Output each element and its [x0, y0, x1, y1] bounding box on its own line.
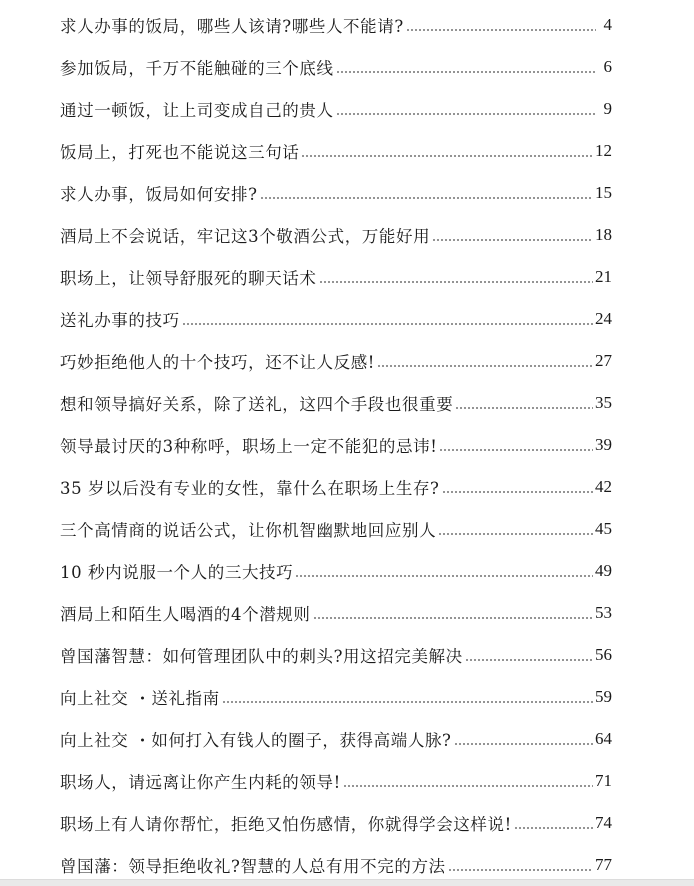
toc-entry[interactable] [60, 802, 612, 844]
toc-entry[interactable] [60, 760, 612, 802]
toc-entry[interactable] [60, 634, 612, 676]
toc-entry[interactable] [60, 46, 612, 88]
toc-page-number: 21 [595, 267, 612, 286]
toc-dot-leader [295, 562, 593, 582]
toc-page-number: 9 [603, 99, 612, 118]
toc-entry[interactable] [60, 4, 612, 46]
toc-entry[interactable] [60, 382, 612, 424]
toc-entry-title: 职场上有人请你帮忙，拒绝又怕伤感情，你就得学会这样说! [60, 815, 512, 834]
toc-entry[interactable] [60, 676, 612, 718]
toc-page-number: 39 [595, 435, 612, 454]
toc-page-number: 71 [595, 771, 612, 790]
toc-page-number: 74 [595, 813, 612, 832]
toc-entry-title: 领导最讨厌的3种称呼，职场上一定不能犯的忌讳! [60, 437, 438, 456]
toc-page-number: 4 [603, 15, 612, 34]
toc-dot-leader [439, 436, 593, 456]
toc-dot-leader [455, 394, 593, 414]
toc-entry[interactable] [60, 172, 612, 214]
toc-dot-leader [514, 814, 593, 834]
toc-page-number: 18 [595, 225, 612, 244]
toc-entry[interactable] [60, 508, 612, 550]
toc-page-number: 24 [595, 309, 612, 328]
toc-dot-leader [442, 478, 594, 498]
toc-dot-leader [336, 58, 596, 78]
toc-entry[interactable] [60, 88, 612, 130]
toc-entry-title: 通过一顿饭，让上司变成自己的贵人 [60, 101, 334, 120]
toc-entry-title: 向上社交 ・如何打入有钱人的圈子，获得高端人脉? [60, 731, 452, 750]
toc-entry-title: 求人办事的饭局，哪些人该请?哪些人不能请? [60, 17, 404, 36]
toc-page-number: 49 [595, 561, 612, 580]
toc-page-number: 42 [595, 477, 612, 496]
toc-entry[interactable] [60, 130, 612, 172]
toc-page-number: 15 [595, 183, 612, 202]
toc-dot-leader [313, 604, 594, 624]
toc-entry[interactable] [60, 466, 612, 508]
toc-dot-leader [438, 520, 593, 540]
toc-entry-title: 求人办事，饭局如何安排? [60, 185, 258, 204]
toc-page-number: 59 [595, 687, 612, 706]
toc-entry-title: 想和领导搞好关系，除了送礼，这四个手段也很重要 [60, 395, 454, 414]
toc-dot-leader [336, 100, 596, 120]
toc-page-number: 27 [595, 351, 612, 370]
toc-entry-title: 饭局上，打死也不能说这三句话 [60, 143, 300, 162]
toc-entry-title: 巧妙拒绝他人的十个技巧，还不让人反感! [60, 353, 376, 372]
toc-page-number: 35 [595, 393, 612, 412]
toc-page-number: 56 [595, 645, 612, 664]
toc-entry-title: 曾国藩智慧：如何管理团队中的刺头?用这招完美解决 [60, 647, 463, 666]
toc-entry[interactable] [60, 592, 612, 634]
toc-entry[interactable] [60, 256, 612, 298]
toc-entry-title: 参加饭局，千万不能触碰的三个底线 [60, 59, 334, 78]
toc-page-number: 64 [595, 729, 612, 748]
toc-dot-leader [406, 16, 596, 36]
toc-dot-leader [319, 268, 594, 288]
toc-dot-leader [454, 730, 594, 750]
toc-entry-title: 酒局上和陌生人喝酒的4个潜规则 [60, 605, 311, 624]
toc-entry-title: 三个高情商的说话公式，让你机智幽默地回应别人 [60, 521, 437, 540]
toc-entry[interactable] [60, 340, 612, 382]
toc-entry[interactable] [60, 718, 612, 760]
toc-dot-leader [448, 856, 593, 876]
toc-page-number: 77 [595, 855, 612, 874]
toc-page-number: 53 [595, 603, 612, 622]
table-of-contents [60, 4, 612, 886]
toc-dot-leader [432, 226, 593, 246]
toc-dot-leader [301, 142, 593, 162]
toc-entry-title: 职场人，请远离让你产生内耗的领导! [60, 773, 341, 792]
toc-entry-title: 酒局上不会说话，牢记这3个敬酒公式，万能好用 [60, 227, 431, 246]
toc-entry-title: 曾国藩：领导拒绝收礼?智慧的人总有用不完的方法 [60, 857, 446, 876]
toc-dot-leader [465, 646, 593, 666]
toc-entry-title: 职场上，让领导舒服死的聊天话术 [60, 269, 317, 288]
toc-page-number: 6 [603, 57, 612, 76]
toc-page-number: 45 [595, 519, 612, 538]
toc-entry-title: 35 岁以后没有专业的女性，靠什么在职场上生存? [60, 479, 440, 498]
toc-dot-leader [260, 184, 593, 204]
toc-page-number: 12 [595, 141, 612, 160]
toc-entry-title: 10 秒内说服一个人的三大技巧 [60, 563, 294, 582]
toc-dot-leader [182, 310, 593, 330]
toc-dot-leader [343, 772, 593, 792]
toc-entry-title: 向上社交 ・送礼指南 [60, 689, 220, 708]
toc-dot-leader [377, 352, 593, 372]
page-bottom-edge [0, 879, 694, 886]
toc-entry-title: 送礼办事的技巧 [60, 311, 180, 330]
toc-dot-leader [222, 688, 593, 708]
toc-entry[interactable] [60, 550, 612, 592]
toc-entry[interactable] [60, 214, 612, 256]
toc-entry[interactable] [60, 424, 612, 466]
toc-entry[interactable] [60, 298, 612, 340]
